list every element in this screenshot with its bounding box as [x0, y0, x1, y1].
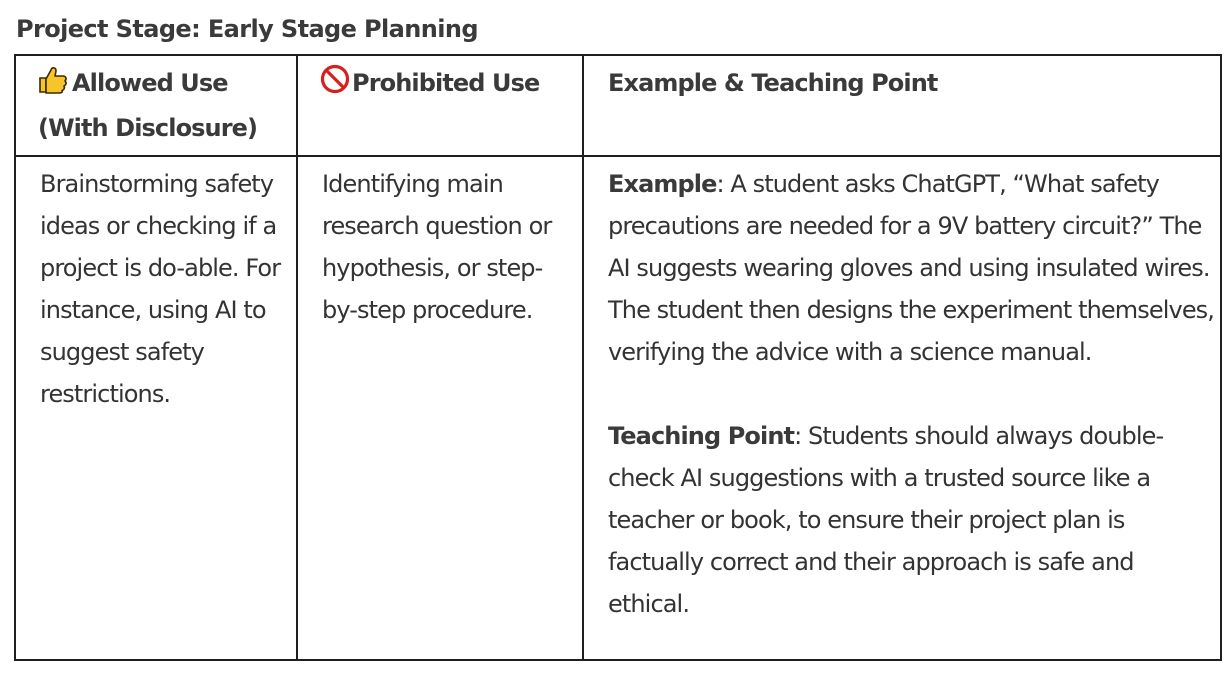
- teaching-point-label: Teaching Point: [608, 422, 795, 450]
- teaching-point-text: : Students should always double-check AI suggestions with a trusted source like a teacher or book, to ensure their project plan is factually correct and their approach is safe and ethical.: [608, 422, 1164, 618]
- paragraph-spacer: [608, 373, 1214, 415]
- allowed-use-text: Brainstorming safety ideas or checking if a project is do-able. For instance, using AI to suggest safety restrictions.: [40, 170, 281, 408]
- example-header-label: Example & Teaching Point: [608, 69, 938, 97]
- table-row: [15, 156, 1221, 660]
- teaching-point-paragraph: [608, 415, 1214, 625]
- no-entry-icon: [320, 64, 350, 107]
- prohibited-use-header-label: Prohibited Use: [352, 69, 540, 97]
- allowed-use-cell: [15, 156, 297, 660]
- page-title: Project Stage: Early Stage Planning: [16, 15, 478, 43]
- example-cell: [583, 156, 1221, 660]
- example-header: [583, 55, 1221, 156]
- prohibited-use-text: Identifying main research question or hypothesis, or step-by-step procedure.: [322, 170, 552, 324]
- prohibited-use-cell: [297, 156, 583, 660]
- allowed-use-header-label: Allowed Use (With Disclosure): [38, 69, 258, 142]
- prohibited-use-header: [297, 55, 583, 156]
- allowed-use-header: [15, 55, 297, 156]
- ai-use-policy-table: [14, 54, 1222, 661]
- example-label: Example: [608, 170, 717, 198]
- table-header-row: [15, 55, 1221, 156]
- example-text: : A student asks ChatGPT, “What safety precautions are needed for a 9V battery circuit?” The AI suggests wearing gloves and using insulated wires. The student then designs the experiment themselves, verifying the advice with a science manual.: [608, 170, 1215, 366]
- example-paragraph: [608, 163, 1214, 373]
- thumbs-up-icon: [38, 65, 68, 107]
